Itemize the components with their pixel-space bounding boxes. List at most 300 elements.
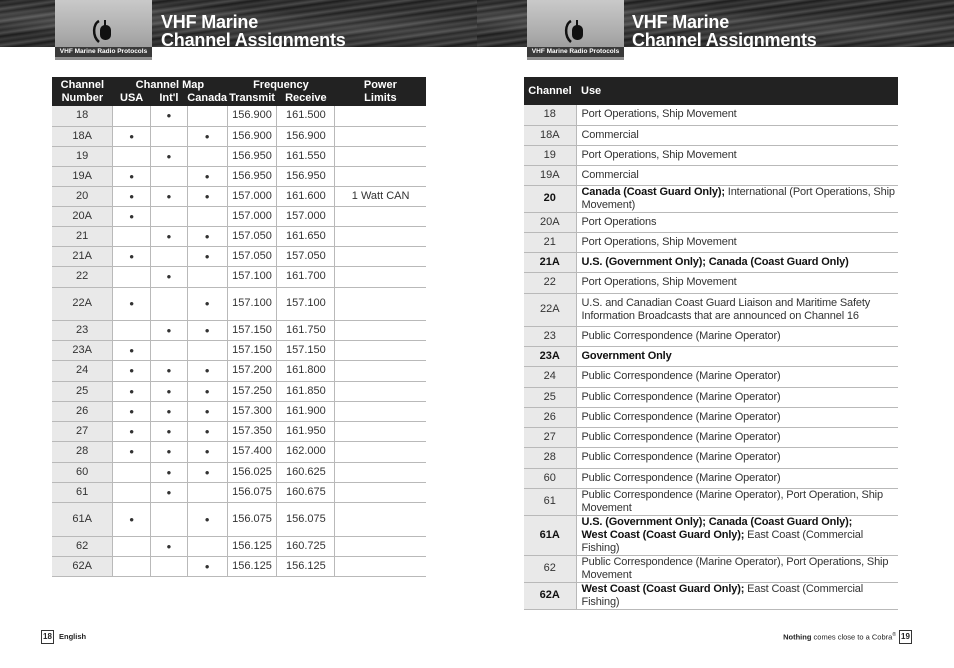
cell-use [576,427,898,447]
use-text: Public Correspondence (Marine Operator), Port Operation, Ship Movement [581,488,883,514]
cell-transmit: 156.125 [227,556,277,576]
cell-power-limit [335,166,426,186]
cell-channel: 22 [524,272,576,293]
table-row [52,441,426,462]
cell-receive: 161.600 [277,186,335,206]
cell-transmit: 157.200 [227,360,277,381]
cell-receive: 156.900 [277,126,335,146]
cell-transmit: 156.025 [227,462,277,482]
cell-transmit: 157.000 [227,206,277,226]
cell-channel: 19 [524,145,576,165]
cell-transmit: 156.950 [227,146,277,166]
cell-use [576,582,898,609]
cell-channel: 21A [52,246,113,266]
use-text: Commercial [581,128,639,141]
table-row [52,126,426,146]
cell-channel: 28 [52,441,113,462]
use-text: Government Only [581,349,672,362]
col-header-canada: Canada [187,92,228,104]
logo-caption: VHF Marine Radio Protocols [55,47,152,57]
cell-intl [151,206,188,226]
cell-usa: • [113,360,151,381]
cell-usa [113,320,151,340]
cell-power-limit [335,320,426,340]
cell-transmit: 157.350 [227,421,277,441]
cell-receive: 161.550 [277,146,335,166]
table-row [524,105,898,125]
cell-channel: 61 [524,488,576,515]
cell-transmit: 157.100 [227,266,277,287]
cell-use [576,488,898,515]
table-row [524,326,898,346]
table-row [52,462,426,482]
cell-power-limit: 1 Watt CAN [335,186,426,206]
cell-use [576,252,898,272]
cell-power-limit [335,246,426,266]
cell-canada: • [187,126,227,146]
cell-power-limit [335,381,426,401]
cell-canada [187,146,227,166]
cell-intl: • [151,482,188,502]
table-row [524,515,898,555]
use-text: Port Operations, Ship Movement [581,148,737,161]
cell-channel: 20A [52,206,113,226]
cell-canada: • [187,502,227,536]
cell-power-limit [335,226,426,246]
cell-intl: • [151,146,188,166]
use-text: Public Correspondence (Marine Operator) [581,451,781,463]
cell-use [576,293,898,326]
use-text: U.S. and Canadian Coast Guard Liaison and Maritime Safety Information Broadcasts that are announced on Channel 16 [581,296,871,322]
cell-canada: • [187,320,227,340]
cell-intl: • [151,441,188,462]
frequency-table [52,77,426,577]
cell-receive: 160.725 [277,536,335,556]
cell-canada: • [187,287,227,320]
cell-use [576,366,898,387]
cell-transmit: 156.900 [227,106,277,126]
title-line-1: VHF Marine [161,12,259,32]
cell-transmit: 157.150 [227,320,277,340]
table-row [52,186,426,206]
table-row [52,421,426,441]
table-row [52,482,426,502]
table-row [524,366,898,387]
cell-channel: 19A [524,165,576,185]
cell-intl [151,502,188,536]
cell-channel: 22 [52,266,113,287]
table-row [524,252,898,272]
cell-use [576,212,898,232]
use-text: U.S. (Government Only); Canada (Coast Guard Only); [581,515,853,528]
table-row [52,320,426,340]
cell-receive: 157.100 [277,287,335,320]
cell-usa: • [113,126,151,146]
cell-intl [151,340,188,360]
cell-use [576,346,898,366]
cell-transmit: 156.900 [227,126,277,146]
cell-usa: • [113,381,151,401]
col-header-use: Use [576,77,898,105]
cell-intl: • [151,360,188,381]
use-text: West Coast (Coast Guard Only); [581,528,745,541]
cell-channel: 62A [524,582,576,609]
col-header-usa: USA [113,92,151,106]
cell-use [576,515,898,555]
cell-canada: • [187,421,227,441]
use-text: Public Correspondence (Marine Operator) [581,329,781,342]
cell-transmit: 156.125 [227,536,277,556]
cell-channel: 62A [52,556,113,576]
cell-receive: 160.625 [277,462,335,482]
table-row [52,266,426,287]
use-text: East Coast (Commercial Fishing) [581,528,864,554]
cell-receive: 161.900 [277,401,335,421]
table-row [524,185,898,212]
cell-receive: 156.125 [277,556,335,576]
registered-mark: ® [892,632,896,638]
cell-use [576,407,898,427]
cell-intl: • [151,226,188,246]
cell-canada [187,206,227,226]
cell-canada [187,536,227,556]
cell-receive: 161.500 [277,106,335,126]
table-row [52,340,426,360]
cell-usa: • [113,421,151,441]
cell-receive: 157.000 [277,206,335,226]
cell-receive: 161.750 [277,320,335,340]
cell-transmit: 157.400 [227,441,277,462]
title-line-1: VHF Marine [632,12,730,32]
cell-intl: • [151,401,188,421]
cell-receive: 161.700 [277,266,335,287]
cell-receive: 156.075 [277,502,335,536]
cell-channel: 19A [52,166,113,186]
table-row [524,555,898,582]
cell-power-limit [335,126,426,146]
col-header-number: Number [52,92,113,106]
cell-use [576,555,898,582]
cell-transmit: 157.300 [227,401,277,421]
cell-power-limit [335,360,426,381]
cell-canada: • [187,556,227,576]
cell-channel: 24 [524,366,576,387]
cell-intl: • [151,320,188,340]
cell-use [576,326,898,346]
table-row [52,246,426,266]
cell-channel: 24 [52,360,113,381]
table-row [52,536,426,556]
table-row [524,145,898,165]
cell-use [576,447,898,468]
cell-power-limit [335,146,426,166]
cell-usa: • [113,166,151,186]
use-text: Port Operations, Ship Movement [581,235,737,248]
cell-receive: 160.675 [277,482,335,502]
cell-intl: • [151,106,188,126]
cell-intl [151,287,188,320]
col-header-power: Power [335,77,426,92]
table-row [52,146,426,166]
cell-intl: • [151,186,188,206]
cell-channel: 20 [52,186,113,206]
col-header-limits: Limits [335,92,426,106]
section-logo [55,0,152,60]
cell-channel: 61A [52,502,113,536]
table-row [524,582,898,609]
col-header-intl: Int'l [151,92,188,106]
cell-receive: 161.650 [277,226,335,246]
cell-canada: • [187,401,227,421]
cell-power-limit [335,206,426,226]
footer-language: English [59,632,87,641]
cell-channel: 23A [524,346,576,366]
table-row [52,166,426,186]
cell-channel: 23 [524,326,576,346]
col-header-channel: Channel [524,77,576,105]
table-row [524,468,898,488]
page-number: 18 [41,630,54,644]
cell-receive: 157.150 [277,340,335,360]
cell-receive: 161.950 [277,421,335,441]
table-row [524,447,898,468]
cell-use [576,105,898,125]
table-row [524,272,898,293]
table-row [52,381,426,401]
channel-use-table [524,77,898,610]
cell-channel: 21 [524,232,576,252]
cell-transmit: 157.050 [227,246,277,266]
cell-usa [113,146,151,166]
cell-channel: 23A [52,340,113,360]
cell-intl [151,166,188,186]
cell-intl: • [151,536,188,556]
use-text: Public Correspondence (Marine Operator) [581,370,781,382]
cell-power-limit [335,536,426,556]
cell-transmit: 156.950 [227,166,277,186]
cell-use [576,387,898,407]
cell-canada: • [187,360,227,381]
table-row [52,401,426,421]
cell-usa: • [113,246,151,266]
cell-usa: • [113,401,151,421]
cell-usa [113,106,151,126]
use-text: Public Correspondence (Marine Operator) [581,410,781,423]
cell-channel: 18A [524,125,576,145]
use-text: U.S. (Government Only); Canada (Coast Guard Only) [581,255,849,268]
table-row [52,106,426,126]
use-text: Commercial [581,168,639,181]
table-row [524,212,898,232]
cell-power-limit [335,441,426,462]
cell-transmit: 156.075 [227,502,277,536]
cell-power-limit [335,401,426,421]
cell-use [576,468,898,488]
cell-usa [113,482,151,502]
col-header-channel-map: Channel Map [113,77,227,92]
cell-channel: 20 [524,185,576,212]
cell-usa [113,266,151,287]
cell-use [576,125,898,145]
use-text: Public Correspondence (Marine Operator), Port Operations, Ship Movement [581,555,889,581]
use-text: Public Correspondence (Marine Operator) [581,430,781,443]
cell-usa: • [113,206,151,226]
table-row [52,556,426,576]
cell-channel: 22A [52,287,113,320]
radio-handset-icon [89,18,117,46]
cell-channel: 18A [52,126,113,146]
table-row [52,502,426,536]
section-logo [527,0,624,60]
cell-canada [187,482,227,502]
title-line-2: Channel Assignments [161,30,346,50]
col-header-receive: Receive [277,92,335,106]
cell-power-limit [335,462,426,482]
cell-usa: • [113,502,151,536]
table-row [52,360,426,381]
cell-receive: 162.000 [277,441,335,462]
header-row-1 [52,77,426,92]
col-header-frequency: Frequency [227,77,335,92]
cell-channel: 25 [52,381,113,401]
header-row [524,77,898,105]
table-row [524,407,898,427]
table-row [52,206,426,226]
page-number: 19 [899,630,912,644]
cell-power-limit [335,556,426,576]
cell-receive: 161.800 [277,360,335,381]
cell-power-limit [335,502,426,536]
cell-usa: • [113,441,151,462]
cell-usa: • [113,340,151,360]
use-text: Port Operations, Ship Movement [581,276,737,288]
footer-slogan [783,632,896,642]
cell-intl [151,246,188,266]
table-row [524,387,898,407]
use-text: Canada (Coast Guard Only); [581,185,725,198]
cell-canada: • [187,186,227,206]
cell-use [576,145,898,165]
cell-canada [187,106,227,126]
table-row [52,287,426,320]
table-row [524,346,898,366]
cell-usa [113,462,151,482]
col-header-transmit: Transmit [227,92,277,106]
cell-usa [113,226,151,246]
cell-channel: 21 [52,226,113,246]
cell-channel: 60 [52,462,113,482]
page-title [161,13,346,49]
cell-use [576,185,898,212]
use-text: West Coast (Coast Guard Only); [581,582,745,595]
table-row [524,427,898,447]
frequency-table-body [52,106,426,576]
cell-intl [151,126,188,146]
cell-channel: 18 [524,105,576,125]
cell-use [576,272,898,293]
cell-channel: 27 [52,421,113,441]
cell-usa: • [113,287,151,320]
cell-power-limit [335,482,426,502]
use-text: Port Operations [581,215,657,228]
cell-channel: 20A [524,212,576,232]
table-row [524,293,898,326]
cell-canada: • [187,166,227,186]
cell-transmit: 157.000 [227,186,277,206]
cell-channel: 26 [524,407,576,427]
cell-canada: • [187,462,227,482]
cell-channel: 28 [524,447,576,468]
cell-transmit: 156.075 [227,482,277,502]
cell-channel: 25 [524,387,576,407]
cell-canada: • [187,441,227,462]
slogan-rest: comes close to a Cobra [811,632,893,642]
col-header-channel: Channel [52,77,113,92]
cell-power-limit [335,287,426,320]
use-text: Public Correspondence (Marine Operator) [581,390,781,403]
cell-intl: • [151,421,188,441]
cell-channel: 19 [52,146,113,166]
channel-use-table-body [524,105,898,609]
cell-transmit: 157.250 [227,381,277,401]
use-text: International (Port Operations, Ship Movement) [581,185,895,211]
cell-power-limit [335,421,426,441]
cell-use [576,232,898,252]
cell-receive: 157.050 [277,246,335,266]
cell-channel: 18 [52,106,113,126]
cell-usa [113,536,151,556]
cell-canada: • [187,226,227,246]
radio-handset-icon [561,18,589,46]
cell-power-limit [335,106,426,126]
cell-canada: • [187,246,227,266]
header-row-2 [52,92,426,106]
logo-caption: VHF Marine Radio Protocols [527,47,624,57]
cell-canada [187,340,227,360]
table-row [524,488,898,515]
cell-channel: 62 [524,555,576,582]
table-row [52,226,426,246]
table-row [524,232,898,252]
cell-channel: 23 [52,320,113,340]
cell-intl [151,556,188,576]
cell-receive: 161.850 [277,381,335,401]
right-page [477,0,954,668]
cell-transmit: 157.150 [227,340,277,360]
cell-channel: 26 [52,401,113,421]
cell-intl: • [151,266,188,287]
table-row [524,125,898,145]
cell-usa: • [113,186,151,206]
cell-canada: • [187,381,227,401]
cell-channel: 60 [524,468,576,488]
cell-intl: • [151,462,188,482]
use-text: Port Operations, Ship Movement [581,108,737,121]
cell-channel: 27 [524,427,576,447]
cell-power-limit [335,340,426,360]
cell-power-limit [335,266,426,287]
cell-channel: 61A [524,515,576,555]
cell-transmit: 157.100 [227,287,277,320]
cell-channel: 62 [52,536,113,556]
slogan-bold: Nothing [783,632,812,642]
cell-receive: 156.950 [277,166,335,186]
use-text: Public Correspondence (Marine Operator) [581,471,781,484]
cell-channel: 21A [524,252,576,272]
use-text: East Coast (Commercial Fishing) [581,582,864,608]
cell-channel: 22A [524,293,576,326]
title-line-2: Channel Assignments [632,30,817,50]
